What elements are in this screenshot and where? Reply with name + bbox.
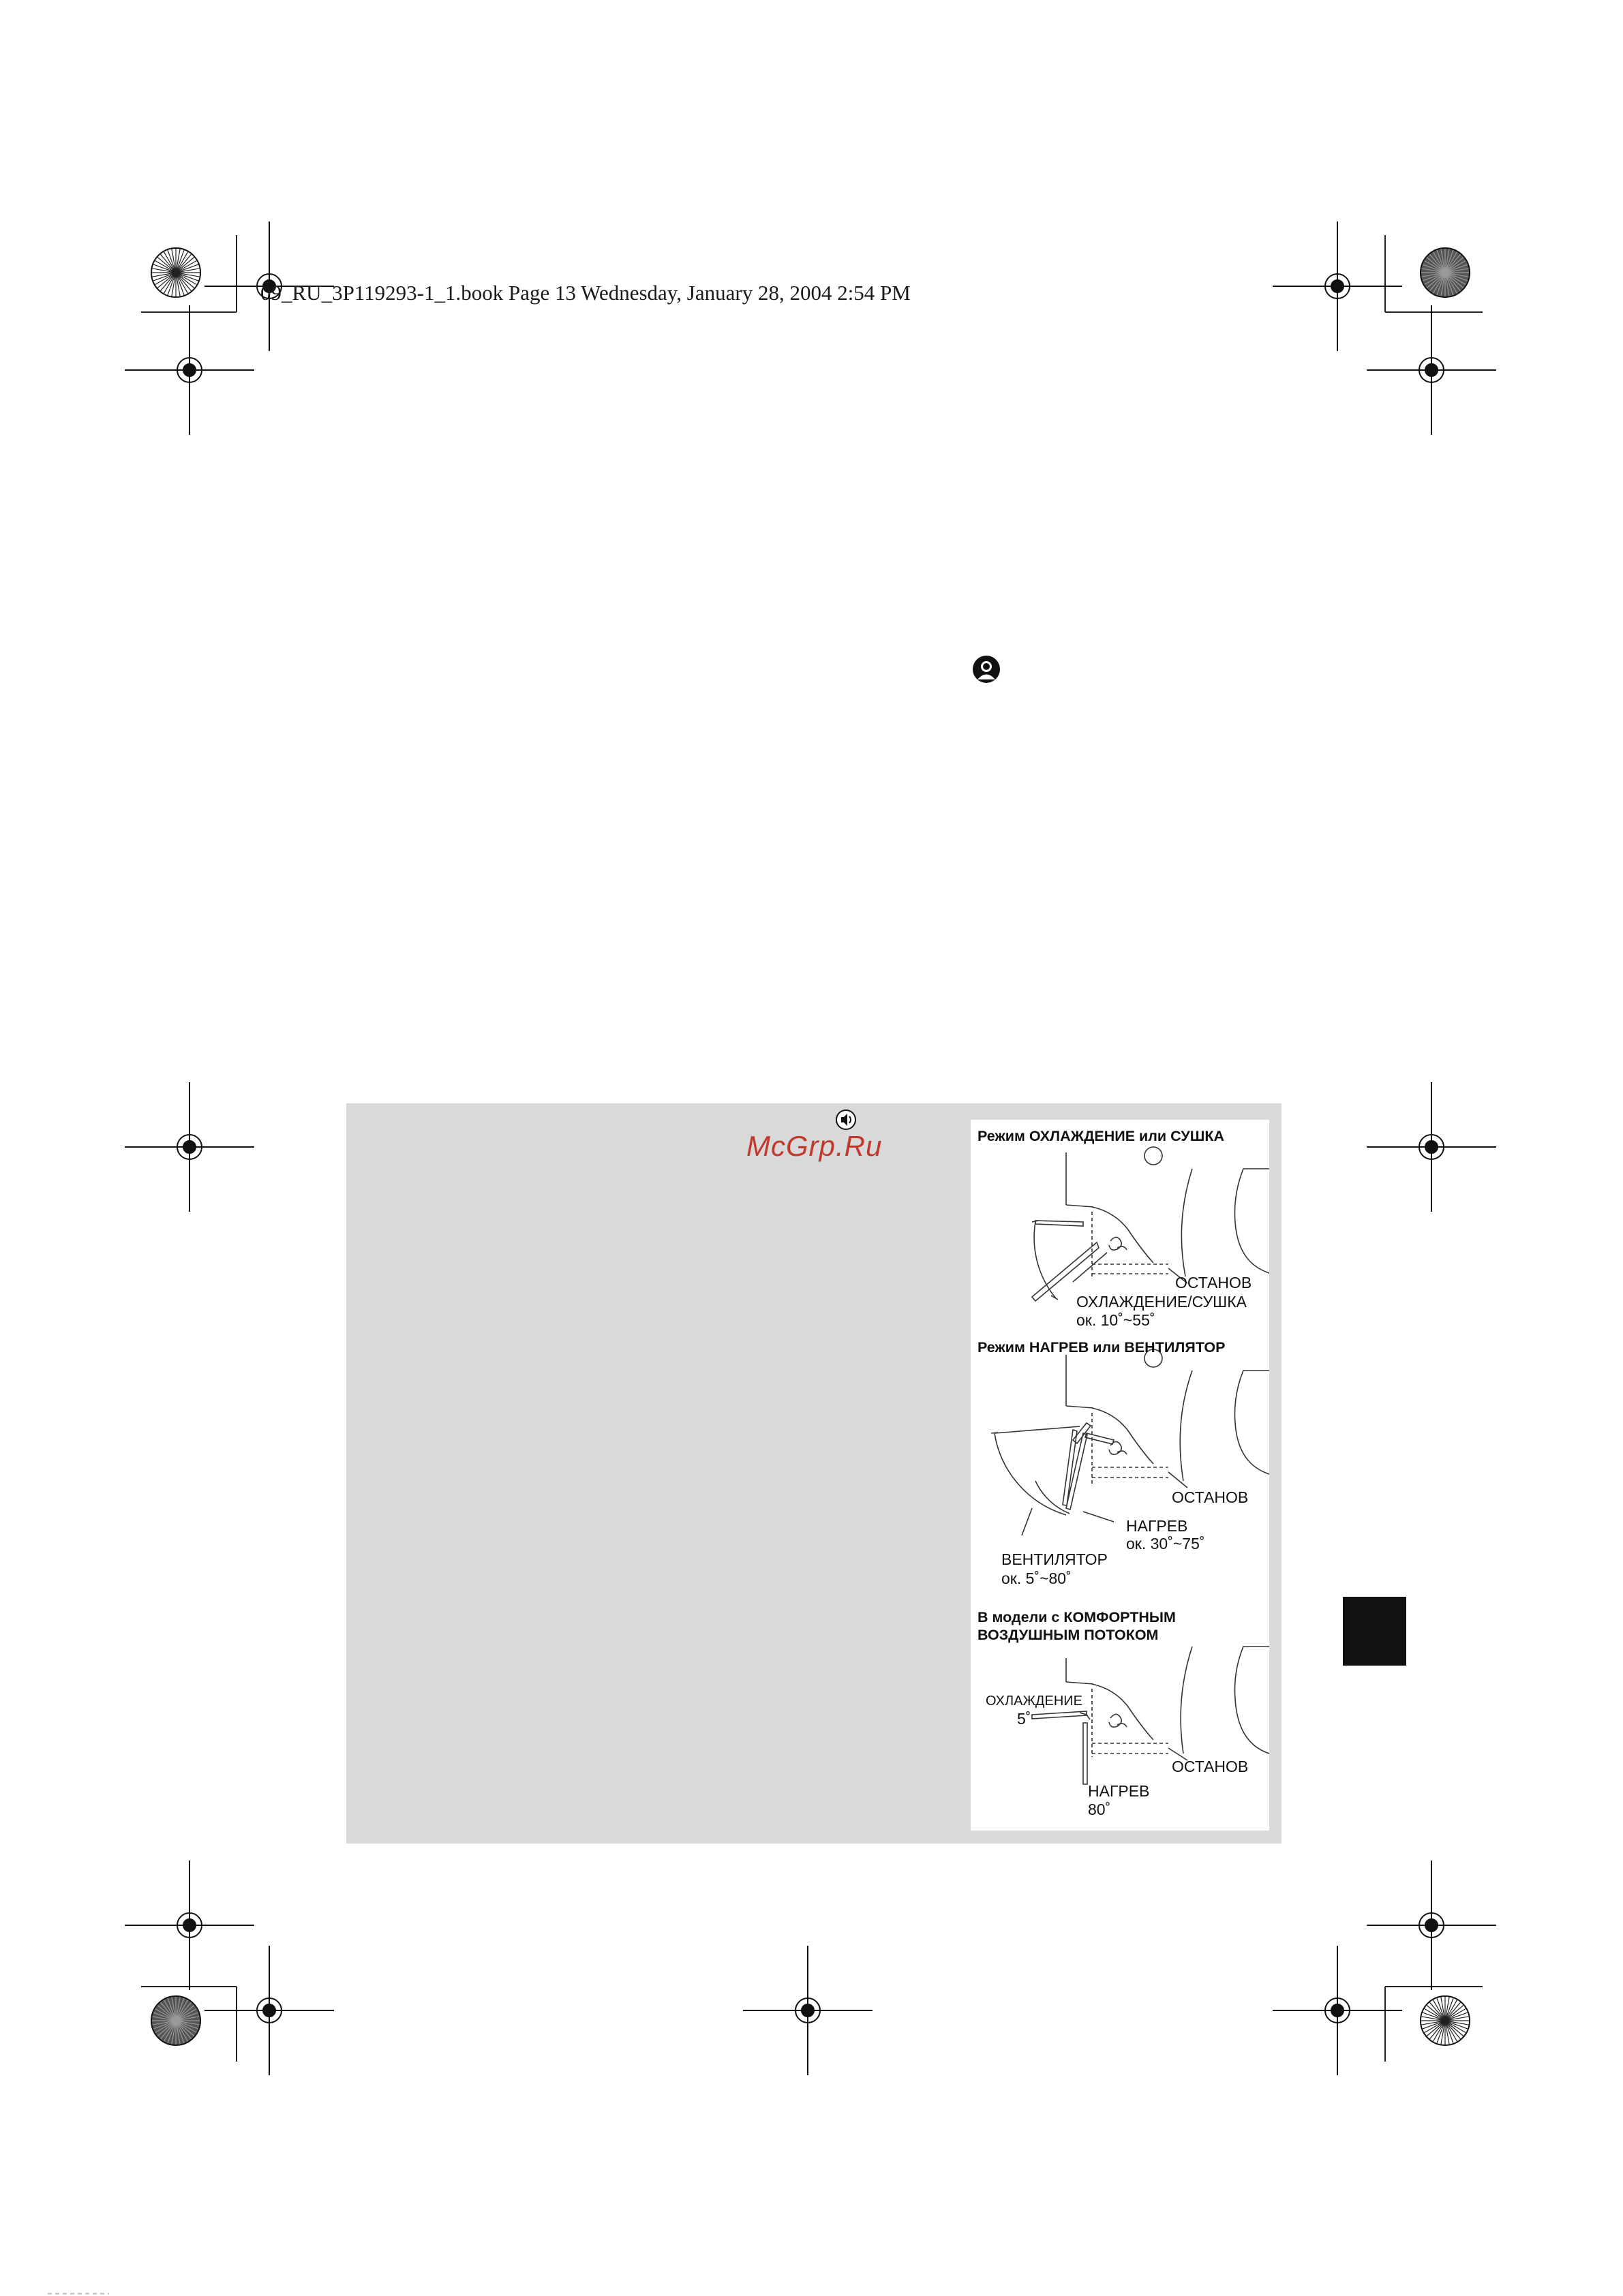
comfort-stop-label: ОСТАНОВ: [1172, 1758, 1249, 1775]
heat-angle: ок. 30˚~75˚: [1126, 1535, 1205, 1552]
louver-angle-figure: [971, 1120, 1269, 1831]
crosshair-target-icon: [1273, 221, 1402, 351]
comfort-heat-angle: 80˚: [1088, 1801, 1111, 1818]
cool-stop-label: ОСТАНОВ: [1175, 1274, 1252, 1291]
starburst-target-icon: [1421, 1996, 1470, 2045]
section-tab: [1343, 1597, 1406, 1666]
crosshair-target-icon: [743, 1946, 873, 2075]
crosshair-target-icon: [1273, 1946, 1402, 2075]
fan-label: ВЕНТИЛЯТОР: [1001, 1550, 1108, 1568]
starburst-target-icon: [1421, 248, 1470, 297]
crosshair-target-icon: [125, 305, 254, 435]
fan-angle: ок. 5˚~80˚: [1001, 1570, 1072, 1587]
starburst-target-icon: [151, 248, 200, 297]
cool-dry-angle: ок. 10˚~55˚: [1076, 1311, 1155, 1329]
scan-artifact: [48, 2293, 109, 2295]
cool-dry-label: ОХЛАЖДЕНИЕ/СУШКА: [1076, 1293, 1247, 1311]
comfort-title-line2: ВОЗДУШНЫМ ПОТОКОМ: [977, 1627, 1159, 1643]
speaker-icon: [836, 1109, 856, 1131]
comfort-title-line1: В модели с КОМФОРТНЫМ: [977, 1609, 1176, 1625]
heat-fan-mode-title: Режим НАГРЕВ или ВЕНТИЛЯТОР: [977, 1339, 1226, 1356]
crosshair-target-icon: [1367, 305, 1496, 435]
comfort-cool-angle: 5˚: [1017, 1710, 1031, 1728]
crosshair-target-icon: [125, 1082, 254, 1212]
comfort-heat-label: НАГРЕВ: [1088, 1782, 1150, 1800]
crosshair-target-icon: [1367, 1082, 1496, 1212]
crosshair-target-icon: [125, 1861, 254, 1990]
starburst-target-icon: [151, 1996, 200, 2045]
heat-stop-label: ОСТАНОВ: [1172, 1488, 1249, 1506]
heat-label: НАГРЕВ: [1126, 1517, 1188, 1535]
person-icon: [971, 654, 1001, 684]
cool-dry-mode-title: Режим ОХЛАЖДЕНИЕ или СУШКА: [977, 1128, 1224, 1144]
crosshair-target-icon: [1367, 1861, 1496, 1990]
watermark: McGrp.Ru: [746, 1130, 883, 1162]
file-info-header: 09_RU_3P119293-1_1.book Page 13 Wednesday, January 28, 2004 2:54 PM: [260, 281, 911, 305]
crosshair-target-icon: [204, 1946, 334, 2075]
comfort-cool-label: ОХЛАЖДЕНИЕ: [986, 1694, 1082, 1709]
louver-diagrams: [971, 1120, 1269, 1831]
